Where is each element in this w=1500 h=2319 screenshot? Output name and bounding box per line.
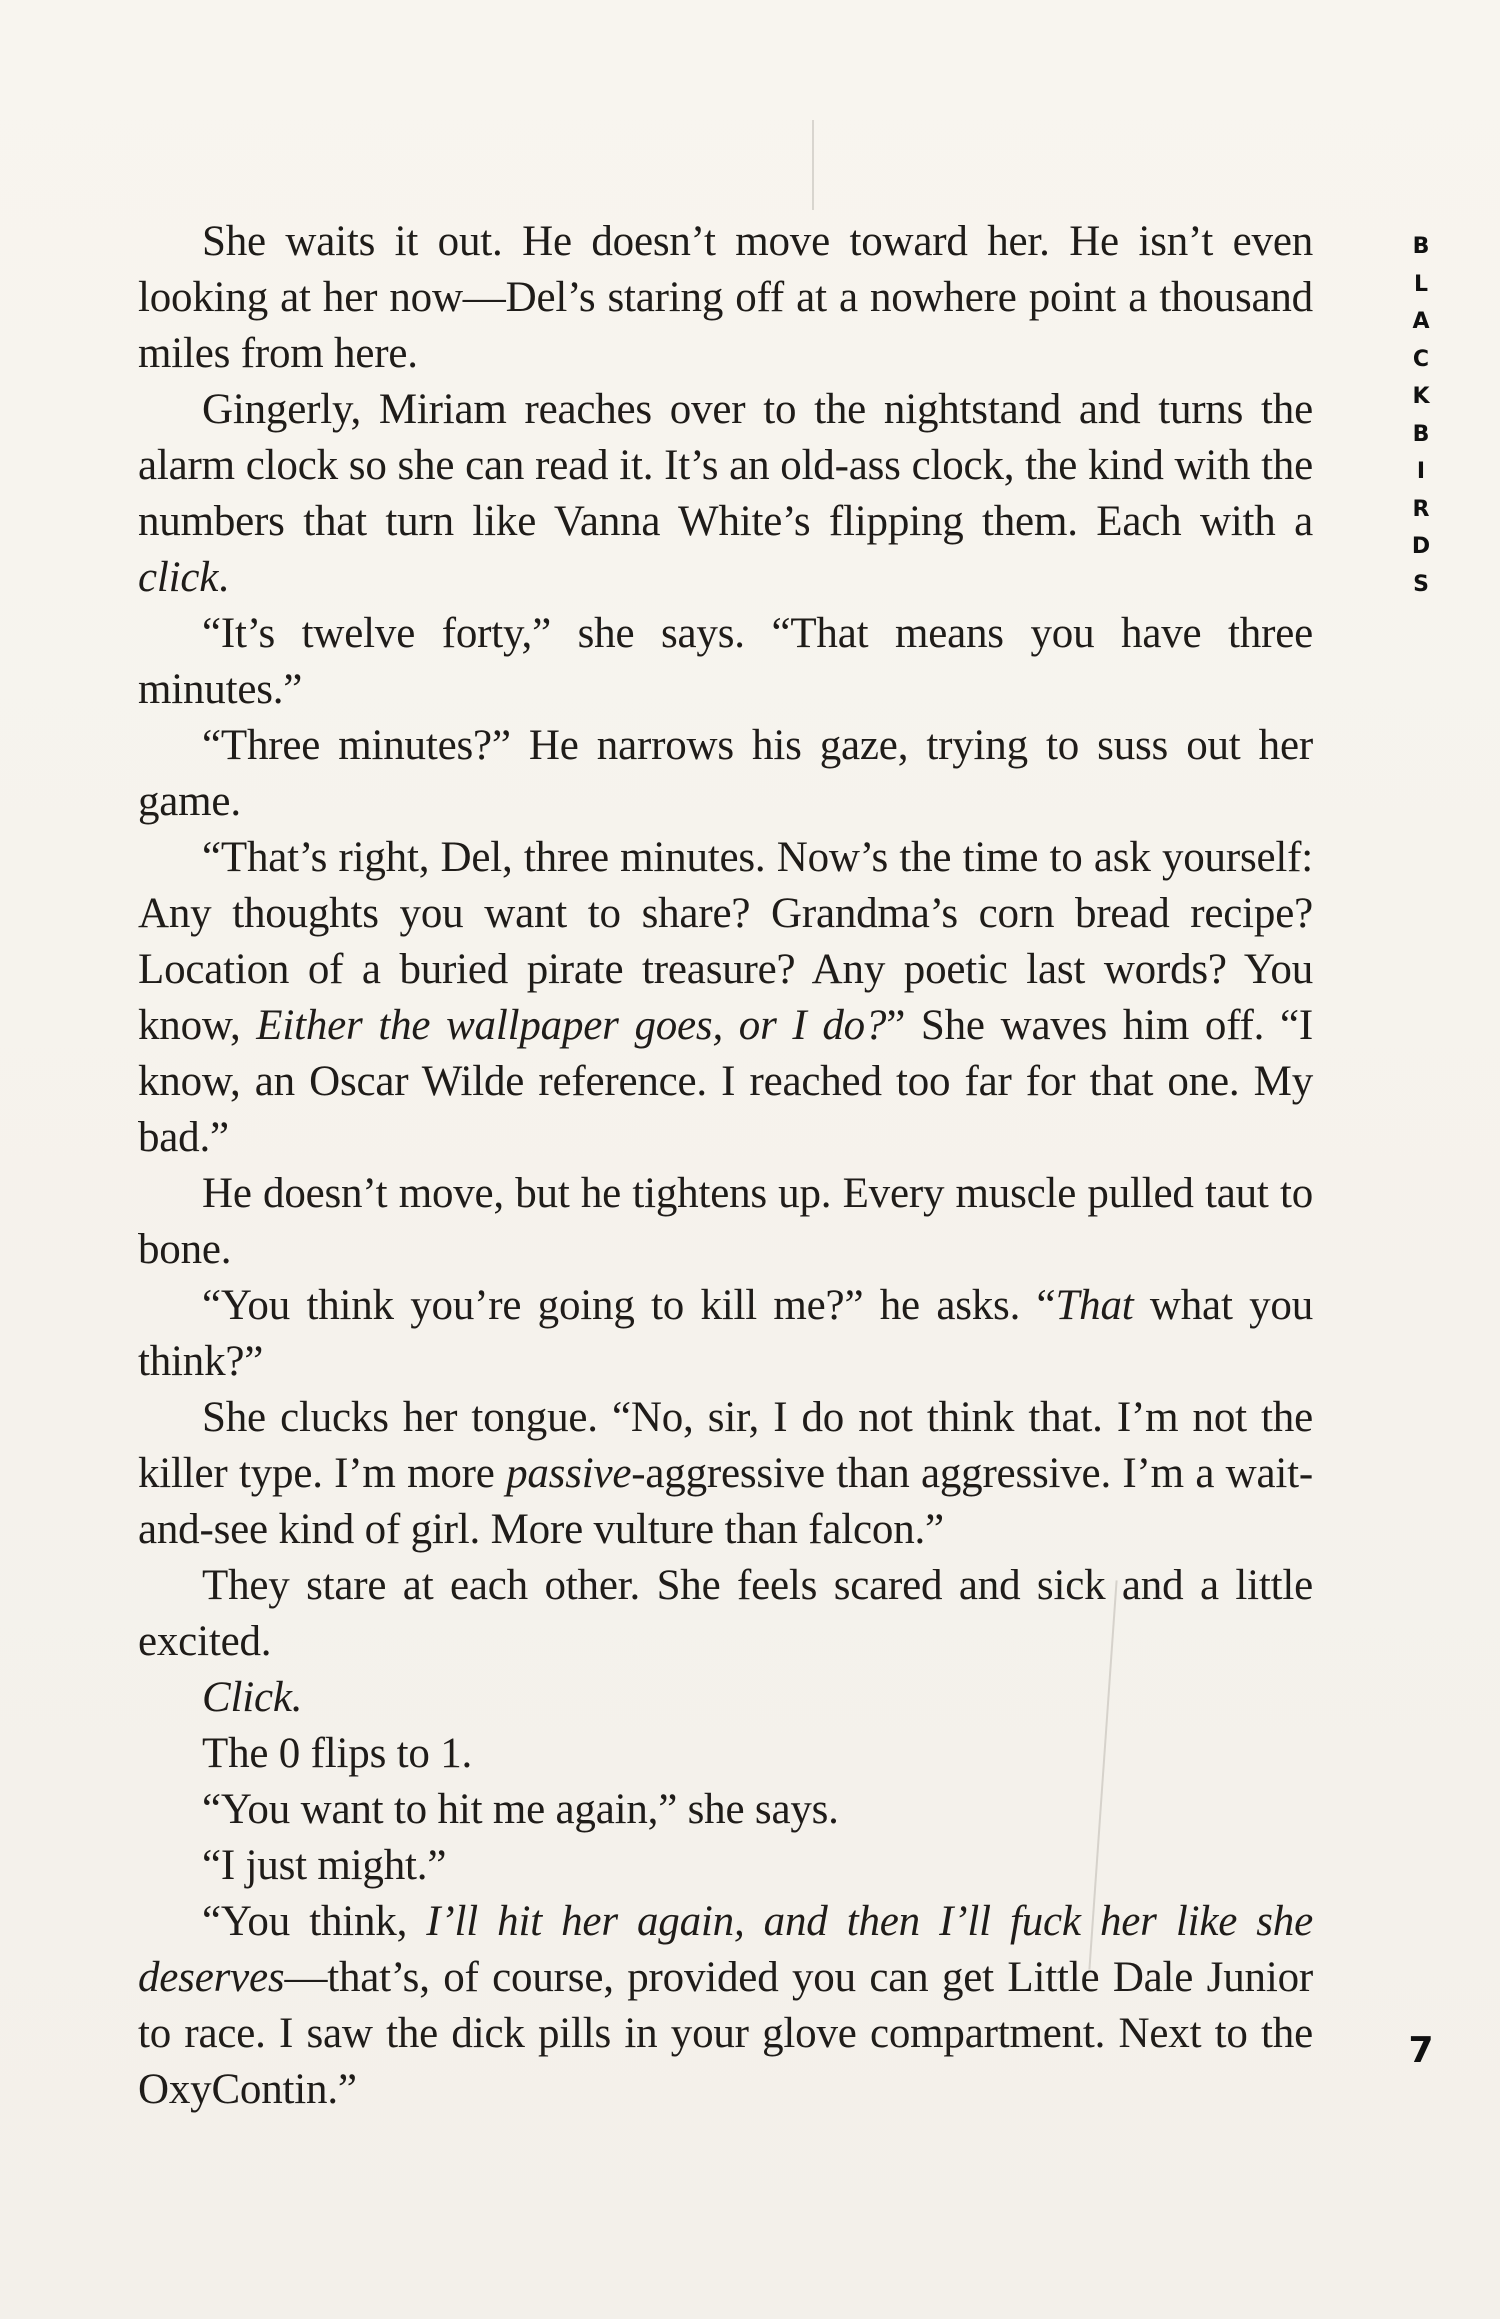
italic-text: I’ll hit her again, and then I’ll fuck her like she deserves (138, 1898, 1313, 2001)
running-head-letter: S (1413, 571, 1429, 597)
running-head-letter: A (1412, 309, 1430, 334)
paragraph (138, 1558, 1313, 1670)
text-run: “You think, (202, 1898, 427, 1945)
paragraph (138, 606, 1313, 718)
paragraph (138, 382, 1313, 606)
italic-text: Either the wallpaper goes, or I do? (256, 1002, 887, 1049)
paragraph (138, 1894, 1313, 2118)
running-head-letter: L (1413, 271, 1429, 297)
text-run: “Three minutes?” He narrows his gaze, trying to suss out her game. (138, 722, 1313, 825)
body-text (138, 214, 1313, 2118)
paragraph (138, 1782, 1313, 1838)
text-run: —that’s, of course, provided you can get Little Dale Junior to race. I saw the dick pills in your glove compartment. Next to the OxyContin.” (138, 1954, 1313, 2113)
paragraph (138, 830, 1313, 1166)
text-run: “You want to hit me again,” she says. (202, 1786, 839, 1833)
paragraph (138, 1670, 1313, 1726)
text-run: ” She waves him off. “I know, an Oscar Wilde reference. I reached too far for that one. My bad.” (138, 1002, 1314, 1161)
text-run: -aggressive than aggressive. I’m a wait-and-see kind of girl. More vulture than falcon.” (138, 1450, 1313, 1553)
text-run: She clucks her tongue. “No, sir, I do not think that. I’m not the killer type. I’m more (138, 1394, 1313, 1497)
running-head-letter: D (1411, 534, 1431, 559)
running-head-letter: R (1412, 496, 1430, 522)
running-head-letter: B (1412, 234, 1430, 259)
text-run: “I just might.” (202, 1842, 447, 1889)
italic-text: passive (506, 1450, 632, 1497)
italic-text: click (138, 554, 219, 601)
running-head-letter: K (1412, 384, 1430, 409)
running-head-letter: B (1412, 421, 1430, 447)
text-run: The 0 flips to 1. (202, 1730, 473, 1777)
text-run: Gingerly, Miriam reaches over to the nightstand and turns the alarm clock so she can read it. It’s an old-ass clock, the kind with the numbers that turn like Vanna White’s flipping them. Each with a (138, 386, 1313, 545)
text-run: “You think you’re going to kill me?” he asks. “ (202, 1282, 1056, 1329)
text-run: He doesn’t move, but he tightens up. Every muscle pulled taut to bone. (138, 1170, 1313, 1273)
paragraph (138, 1166, 1313, 1278)
text-run: . (218, 554, 229, 601)
paragraph (138, 1278, 1313, 1390)
text-run: “That’s right, Del, three minutes. Now’s the time to ask yourself: Any thoughts you want to share? Grandma’s corn bread recipe? Location of a buried pirate treasure? Any poetic last words? You know, (138, 834, 1313, 1049)
running-head-letter: I (1416, 459, 1426, 484)
running-head-letter: C (1412, 346, 1430, 372)
page-number: 7 (1408, 2030, 1434, 2071)
text-run: “It’s twelve forty,” she says. “That means you have three minutes.” (138, 610, 1313, 713)
page-crease-top (812, 120, 814, 210)
text-run: She waits it out. He doesn’t move toward her. He isn’t even looking at her now—Del’s staring off at a nowhere point a thousand miles from here. (138, 218, 1313, 377)
paragraph (138, 1726, 1313, 1782)
paragraph (138, 1390, 1313, 1558)
text-run: what you think?” (138, 1282, 1313, 1385)
italic-text: That (1055, 1282, 1134, 1329)
text-run: They stare at each other. She feels scared and sick and a little excited. (138, 1562, 1313, 1665)
paragraph (138, 214, 1313, 382)
paragraph (138, 1838, 1313, 1894)
running-head-vertical (1408, 228, 1434, 603)
italic-text: Click. (202, 1674, 303, 1721)
paragraph (138, 718, 1313, 830)
